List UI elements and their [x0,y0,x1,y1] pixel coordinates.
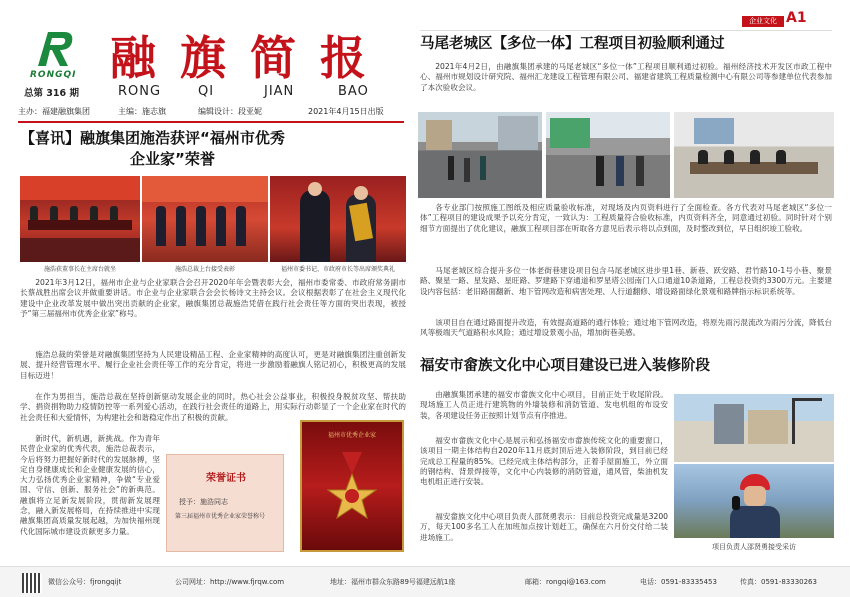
right-bottom-headline: 福安市畲族文化中心项目建设已进入装修阶段 [420,358,710,374]
pinyin-1: RONG [118,84,162,99]
caption-1: 施浩获董事长在主席台就坐 [43,266,116,273]
logo-wordmark: RONGQI [30,70,77,80]
left-headline-line2: 企业家”荣誉 [130,150,215,168]
designer: 编辑设计：段亚妮 [198,107,262,116]
medal-icon [324,452,380,532]
certificate-text: 第三届福州市优秀企业家荣誉称号 [175,513,266,520]
rongqi-logo-icon [34,28,78,68]
right-top-paragraph-4: 该项目自在通过路面提升改造，有效提高道路的通行体验；通过地下管网改造，将原先雨污混流改为雨污分流，降低台风等极端天气道路积水风险；通过增设景观小品，增加街巷美感。 [420,318,832,338]
right-top-paragraph-3: 马尾老城区综合提升多位一体老街巷建设项目包含马尾老城区进步里1巷、新巷、跃安路、君竹路10-1号小巷、聚景路、聚星一路、星发路、星旺路、罗建路下穿通道和罗星塔公园南门入口通道10条道路，工程总投资约3300万元。主要建设内容包括：老旧路面翻新、地下管网改造和病害处理、人行道翻修、增设路面绿化景观和路牌指示标识系统等。 [420,266,832,296]
certificate-recipient: 授予：施浩同志 [179,498,228,506]
publish-date: 2021年4月15日出版 [308,107,384,116]
medal-banner: 福州市优秀企业家 [327,432,376,439]
footer [0,566,850,597]
honor-certificate [166,454,284,552]
certificate-title: 荣誉证书 [206,473,246,484]
interview-caption: 项目负责人邵贤勇接受采访 [712,543,796,551]
photo-winner-portrait [270,176,406,262]
section-tag: 企业文化 [742,16,784,27]
page-number: A1 [786,10,807,26]
qr-code-icon [22,573,42,593]
info-bar [18,106,404,120]
photo-acceptance-meeting [674,112,834,198]
pinyin-4: BAO [338,84,369,99]
photo-interview [674,464,834,538]
footer-fax: 传真：0591-83330263 [740,578,817,586]
chief-editor: 主编：施志旗 [118,107,166,116]
masthead-char-2: 旗 [180,31,228,85]
caption-2: 施浩总裁上台接受表彰 [174,266,235,273]
medal-box [300,420,404,552]
masthead-char-1: 融 [110,31,158,85]
right-top-paragraph-1: 2021年4月2日，由融旗集团承建的马尾老城区“多位一体”工程项目顺利通过初验。福州经济技术开发区市政工程中心、福州市规划设计研究院、福州汇龙建设工程管理有限公司、福建省建筑工程质量检测中心有限公司等参建单位代表参加了本次验收会议。 [420,62,832,92]
sponsor: 主办：福建融旗集团 [18,107,90,116]
left-paragraph-1: 2021年3月12日，福州市企业与企业家联合会召开2020年年会暨表彰大会，福州市委常委、市政府常务副市长蔡战胜出席会议并做重要讲话。市企业与企业家联合会会长杨诗文主持会议。会议根据表彰了在社会主义现代化建设中企业改革发展中做出突出贡献的企业家，融旗集团总裁施浩凭借在践行社会责任等方面的突出表现，被授予“第三届福州市优秀企业家”称号。 [20,278,406,318]
masthead-char-3: 简 [250,31,298,85]
footer-email: 邮箱：rongqi@163.com [525,578,606,586]
photo-receiving-award [142,176,268,262]
top-rule [420,30,832,31]
footer-website: 公司网址：http://www.fjrqw.com [175,578,285,586]
masthead-char-4: 报 [320,31,368,85]
footer-address: 地址：福州市群众东路89号福建远航1座 [330,578,456,586]
photo-award-stage [20,176,140,262]
right-bottom-paragraph-2: 福安市畲族文化中心是展示和弘扬福安市畲族传统文化的重要窗口，该项目一期主体结构自2020年11月底封顶后进入装修阶段，到目前已经完成总工程量的85%。已经完成主体结构部分，正着手屋面施工，外立面的钢结构、背景焊接等，文化中心内装修的消防管道，通风管，柴油机发电机组正进行安装。 [420,436,668,487]
left-headline-line1: 【喜讯】融旗集团施浩获评“福州市优秀 [20,129,285,147]
footer-phone: 电话：0591-83335453 [640,578,717,586]
pinyin-3: JIAN [264,84,295,99]
right-top-paragraph-2: 各专业部门按照施工图纸及相应质量验收标准，对现场及内页资料进行了全面检查。各方代表对马尾老城区“多位一体”工程项目的建设成果予以充分肯定，一致认为：工程质量符合验收标准，内页资料齐全，同意通过初验。同时针对个别细节方面提出了优化建议，融旗工程项目部在听取各方意见后表示将以点到面，及时整改到位，早日组织竣工验收。 [420,203,832,233]
right-bottom-paragraph-1: 由融旗集团承建的福安市畲族文化中心项目，目前正处于收尾阶段。现场施工人员正进行建筑物的外墙装修和消防管道、发电机组的布设安装，各项建设任务正按照计划节点有序推进。 [420,390,668,420]
photo-site-visit [546,112,670,198]
caption-3: 福州市委书记、市政府市长等出席颁奖典礼 [280,266,395,273]
right-bottom-paragraph-3: 福安畲族文化中心项目负责人邵贤勇表示：目前总投资完成量是3200万，每天100多名工人在加班加点按计划赶工，确保在六月份交付给二装进场施工。 [420,512,668,542]
masthead-divider [18,121,404,123]
left-paragraph-4: 新时代，新机遇，新挑战。作为青年民营企业家的优秀代表，施浩总裁表示，今后将努力把握好新时代的发展脉搏，坚定自身健康成长和企业健康发展的信心，大力弘扬优秀企业家精神，争做“专业爱国、守信、创新、服务社会”的新典范。融旗将立足新发展阶段，贯彻新发展理念，融入新发展格局，在持续推进中实现融旗集团高质量发展起越，为加快福州现代化国际城市建设贡献更多力量。 [20,434,160,536]
right-top-headline: 马尾老城区【多位一体】工程项目初验顺利通过 [420,36,725,52]
issue-number: 总第 316 期 [24,88,79,99]
photo-culture-center-building [674,394,834,462]
pinyin-2: QI [198,84,215,99]
left-paragraph-3: 在作为男担当，施浩总裁在坚持创新驱动发展企业的同时，热心社会公益事业，积极投身脱贫攻坚、帮扶助学、捐资捐物助力疫情防控等一系列爱心活动，在践行社会责任的道路上，用实际行动彰显了一个企业家在时代的社会责任和大爱情怀，为构建社会和谐稳定作出了积极的贡献。 [20,392,406,422]
footer-wechat: 微信公众号：fjrongqijt [48,578,122,586]
left-paragraph-2: 施浩总裁的荣誉是对融旗集团坚持为人民建设精品工程、企业家精神的高度认可，更是对融旗集团注重创新发展、提升经营管理水平、履行企业社会责任等工作的充分肯定，将进一步激励着融旗人铭记初心，积极更高的发展目标迈进！ [20,350,406,380]
photo-street-inspection [418,112,542,198]
